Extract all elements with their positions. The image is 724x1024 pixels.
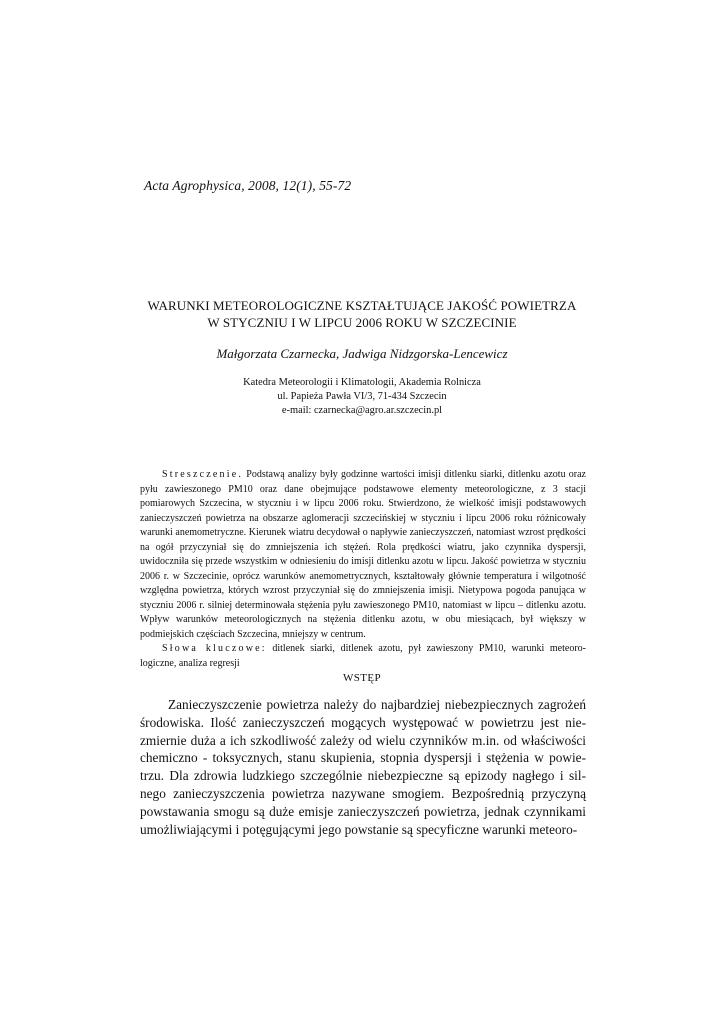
affiliation-email: e-mail: czarnecka@agro.ar.szczecin.pl: [281, 405, 443, 416]
affiliation-line-2: ul. Papieża Pawła VI/3, 71-434 Szczecin: [277, 391, 447, 402]
article-title-line-1: WARUNKI METEOROLOGICZNE KSZTAŁTUJĄCE JAKOŚĆ POWIETRZA: [147, 298, 577, 313]
keywords-paragraph: [140, 642, 586, 671]
abstract-paragraph: [140, 468, 586, 642]
affiliation-line-1: Katedra Meteorologii i Klimatologii, Akademia Rolnicza: [243, 377, 481, 388]
authors: Małgorzata Czarnecka, Jadwiga Nidzgorska-Lencewicz: [216, 346, 508, 361]
abstract-label: Streszczenie.: [162, 469, 244, 480]
keywords-label: Słowa kluczowe:: [162, 643, 267, 654]
body-text: [140, 696, 586, 838]
body-paragraph: Zanieczyszczenie powietrza należy do najbardziej niebezpiecznych zagrożeń środowiska. Ilość zanieczyszczeń mogących występować w powietrzu jest niezmiernie duża a ich szkodliwość zależy od wielu czynników m.in. od właściwości chemiczno - toksycznych, stanu skupienia, stopnia dyspersji i stężenia w powietrzu. Dla zdrowia ludzkiego szczególnie niebezpieczne są epizody nagłego i silnego zanieczyszczenia powietrza nazywane smogiem. Bezpośrednią przyczyną powstawania smogu są duże emisje zanieczyszczeń powietrza, jednak czynnikami umożliwiającymi i potęgującymi jego powstanie są specyficzne warunki meteoro-: [140, 697, 586, 837]
abstract-text: Podstawą analizy były godzinne wartości imisji ditlenku siarki, ditlenku azotu oraz pyłu zawieszonego PM10 oraz dane obejmujące podstawowe elementy meteorologiczne, z 3 stacji pomiarowych Szczecina, w styczniu i w lipcu 2006 roku. Stwierdzono, że wielkość imisji podstawowych zanieczyszczeń powietrza na obszarze aglomeracji szczecińskiej w styczniu i lipcu 2006 roku różnicowały warunki anemometryczne. Kierunek wiatru decydował o napływie zanieczyszczeń, natomiast wzrost prędkości na ogół przyczyniał się do zmniejszenia ich stężeń. Rola prędkości wiatru, jako czynnika dyspersji, uwidoczniła się przede wszystkim w odniesieniu do imisji ditlenku azotu w lipcu. Jakość powietrza w styczniu 2006 r. w Szczecinie, oprócz warunków anemometrycznych, kształtowały głównie temperatura i wilgotność względna powietrza, których wzrost przyczyniał się do zmniejszenia imisji. Nietypowa pogoda panująca w styczniu 2006 r. silniej determinowała stężenia pyłu zawieszonego PM10, natomiast w lipcu – ditlenku azotu. Wpływ warunków meteorologicznych na stężenia ditlenku azotu, w obu miesiącach, był większy w podmiejskich częściach Szczecina, mniejszy w centrum.: [140, 469, 586, 640]
section-heading: WSTĘP: [342, 672, 382, 684]
keywords-text: ditlenek siarki, ditlenek azotu, pył zawieszony PM10, warunki meteorologiczne, analiza regresji: [140, 643, 586, 669]
journal-citation: Acta Agrophysica, 2008, 12(1), 55-72: [144, 178, 352, 193]
abstract: [140, 468, 586, 671]
article-title-line-2: W STYCZNIU I W LIPCU 2006 ROKU W SZCZECINIE: [207, 315, 517, 330]
article-title: [120, 297, 604, 331]
affiliation: [100, 376, 624, 418]
